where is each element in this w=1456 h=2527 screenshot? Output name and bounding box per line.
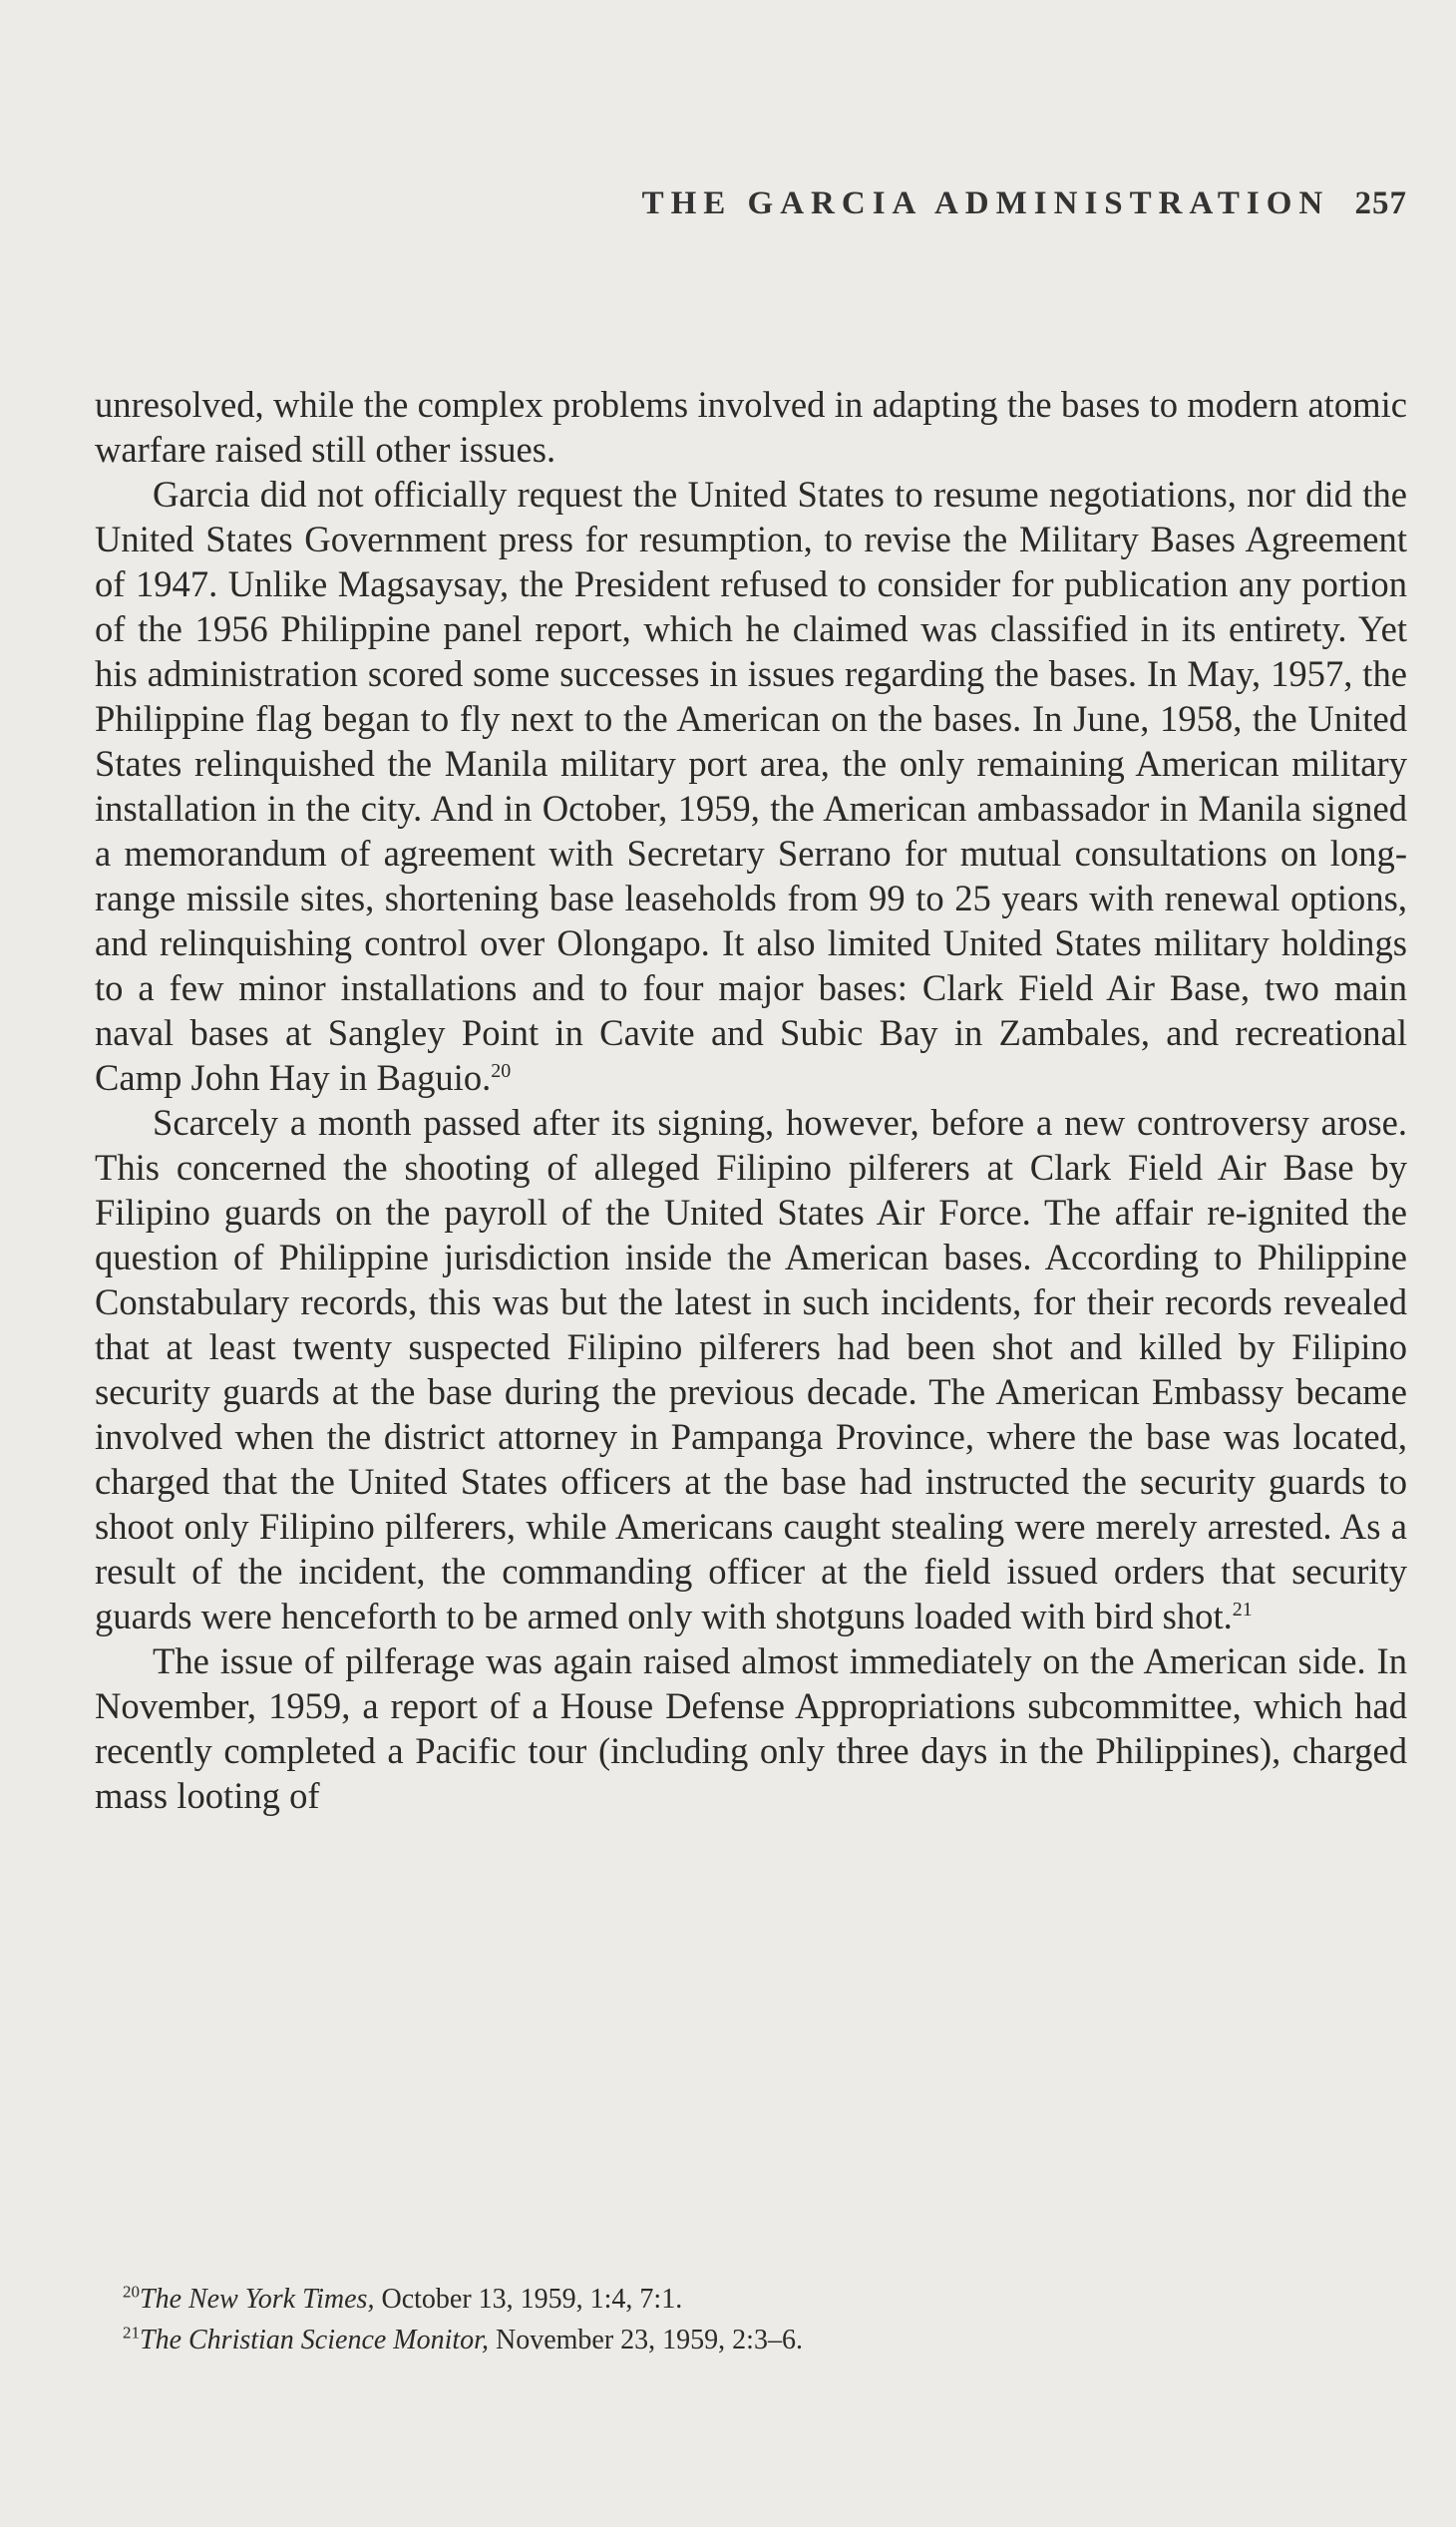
footnote-mark: 20 bbox=[123, 2282, 140, 2302]
footnote-detail: November 23, 1959, 2:3–6. bbox=[495, 2325, 803, 2355]
footnote-detail: October 13, 1959, 1:4, 7:1. bbox=[381, 2284, 683, 2315]
paragraph-4-text: The issue of pilferage was again raised almost immediately on the American side. In November, 1959, a report of a House Defense Appropriations subcommittee, which had recently completed a Pacific tour (including only three days in the Philippines), charged mass looting of bbox=[95, 1640, 1407, 1816]
running-title: THE GARCIA ADMINISTRATION bbox=[641, 185, 1330, 221]
footnote-20 bbox=[123, 2279, 1359, 2320]
paragraph-3-text: Scarcely a month passed after its signing, however, before a new controversy arose. This concerned the shooting of alleged Filipino pilferers at Clark Field Air Base by Filipino guards on the payroll of the United States Air Force. The affair re-ignited the question of Philippine jurisdiction inside the American bases. According to Philippine Constabulary records, this was but the latest in such incidents, for their records revealed that at least twenty suspected Filipino pilferers had been shot and killed by Filipino security guards at the base during the previous decade. The American Embassy became involved when the district attorney in Pampanga Province, where the base was located, charged that the United States officers at the base had instructed the security guards to shoot only Filipino pilferers, while Americans caught stealing were merely arrested. As a result of the incident, the commanding officer at the field issued orders that security guards were henceforth to be armed only with shotguns loaded with bird shot. bbox=[95, 1102, 1407, 1636]
body-text bbox=[95, 382, 1407, 1818]
footnote-21 bbox=[123, 2320, 1359, 2360]
footnote-ref-20: 20 bbox=[491, 1059, 512, 1082]
footnote-ref-21: 21 bbox=[1232, 1598, 1253, 1621]
footnote-mark: 21 bbox=[123, 2323, 140, 2343]
footnote-source: The New York Times, bbox=[140, 2284, 375, 2315]
paragraph-3 bbox=[95, 1100, 1407, 1638]
page-number: 257 bbox=[1354, 185, 1407, 221]
footnotes bbox=[123, 2279, 1359, 2360]
paragraph-1 bbox=[95, 382, 1407, 472]
paragraph-2-text: Garcia did not officially request the United States to resume negotiations, nor did the United States Government press for resumption, to revise the Military Bases Agreement of 1947. Unlike Magsaysay, the President refused to consider for publication any portion of the 1956 Philippine panel report, which he claimed was classified in its entirety. Yet his administration scored some successes in issues regarding the bases. In May, 1957, the Philippine flag began to fly next to the American on the bases. In June, 1958, the United States relinquished the Manila military port area, the only remaining American military installation in the city. And in October, 1959, the American ambassador in Manila signed a memorandum of agreement with Secretary Serrano for mutual consultations on long-range missile sites, shortening base leaseholds from 99 to 25 years with renewal options, and relinquishing control over Olongapo. It also limited United States military holdings to a few minor installations and to four major bases: Clark Field Air Base, two main naval bases at Sangley Point in Cavite and Subic Bay in Zambales, and recreational Camp John Hay in Baguio. bbox=[95, 474, 1407, 1098]
running-head bbox=[95, 185, 1407, 222]
paragraph-2 bbox=[95, 472, 1407, 1100]
paragraph-1-text: unresolved, while the complex problems involved in adapting the bases to modern atomic warfare raised still other issues. bbox=[95, 384, 1407, 470]
paragraph-4 bbox=[95, 1638, 1407, 1818]
footnote-source: The Christian Science Monitor, bbox=[140, 2325, 489, 2355]
